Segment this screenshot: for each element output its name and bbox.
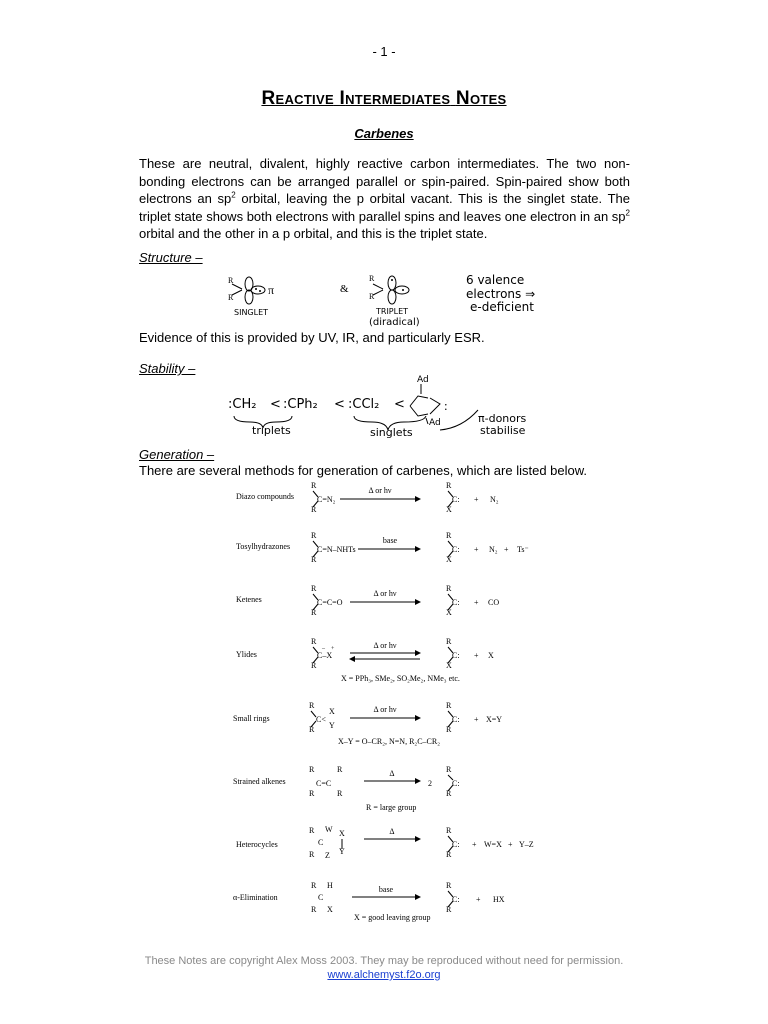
amp-symbol: &	[340, 283, 349, 295]
svg-text:R: R	[311, 555, 317, 564]
valence-note-2: electrons ⇒	[466, 287, 536, 301]
svg-text:R: R	[311, 505, 317, 514]
svg-text:+: +	[331, 646, 335, 652]
method-row-heterocycles	[236, 825, 534, 860]
method-name: α-Elimination	[233, 893, 278, 902]
method-row-diazo	[236, 481, 499, 514]
byproduct: X	[488, 651, 494, 660]
svg-text:Y: Y	[339, 847, 345, 856]
intro-text-1: These are neutral, divalent, highly reactive carbon intermediates. The two non-bonding electrons can be arranged parallel or spin-paired. Spin-paired show both electrons an sp	[139, 156, 630, 207]
stability-figure	[0, 368, 768, 440]
method-note: X = good leaving group	[354, 913, 431, 922]
stab-lt-3: <	[394, 397, 405, 412]
svg-text:W: W	[325, 825, 333, 834]
svg-text:+: +	[474, 715, 479, 724]
svg-text:R: R	[228, 293, 234, 302]
svg-text:X: X	[339, 829, 345, 838]
intro-text-3: orbital and the other in a p orbital, and this is the triplet state.	[139, 226, 488, 242]
svg-text:R: R	[228, 276, 234, 285]
reactant: C–X	[317, 651, 333, 660]
svg-text:R: R	[446, 905, 452, 914]
stab-cph2: :CPh₂	[283, 397, 318, 412]
method-name: Strained alkenes	[233, 777, 286, 786]
website-link[interactable]	[0, 969, 768, 981]
byproduct: N₂	[490, 495, 499, 504]
svg-text:+: +	[508, 840, 513, 849]
valence-note-1: 6 valence	[466, 273, 525, 287]
svg-text:R: R	[309, 789, 315, 798]
svg-text:X: X	[446, 505, 452, 514]
title-word-1: eactive	[275, 88, 334, 109]
svg-text:R: R	[369, 274, 375, 283]
svg-text::: :	[444, 398, 448, 413]
svg-text:X: X	[327, 905, 333, 914]
svg-text:R: R	[446, 481, 452, 490]
stab-lt-1: <	[270, 397, 281, 412]
svg-text:R: R	[446, 850, 452, 859]
svg-text:H: H	[327, 881, 333, 890]
structure-figure	[0, 262, 768, 332]
method-name: Tosylhydrazones	[236, 542, 291, 551]
generation-intro: There are several methods for generation of carbenes, which are listed below.	[139, 463, 588, 478]
title-initial-1: R	[261, 88, 276, 109]
svg-text:R: R	[309, 725, 315, 734]
structure-heading: Structure –	[139, 250, 203, 265]
byproduct-2: Y–Z	[519, 840, 534, 849]
svg-text:+: +	[474, 598, 479, 607]
svg-text:R: R	[311, 584, 317, 593]
byproduct: HX	[493, 895, 505, 904]
product-carbene: C:	[452, 598, 460, 607]
method-note: X–Y = O–CR₂, N=N, R₂C–CR₂	[338, 737, 440, 746]
generation-heading: Generation –	[139, 447, 215, 462]
reactant: C<	[316, 715, 326, 724]
svg-text:Y: Y	[329, 721, 335, 730]
page-number: - 1 -	[372, 44, 396, 59]
method-row-small-rings	[233, 701, 502, 746]
generation-scheme	[0, 478, 768, 928]
svg-text:R: R	[309, 765, 315, 774]
arrow-condition: Δ or hν	[373, 641, 397, 650]
product-carbene: C:	[452, 715, 460, 724]
product-carbene: C:	[452, 651, 460, 660]
valence-note-3: e-deficient	[470, 300, 534, 314]
method-name: Diazo compounds	[236, 492, 294, 501]
stab-ad-top: Ad	[417, 375, 429, 385]
method-name: Ketenes	[236, 595, 262, 604]
svg-text:X: X	[446, 608, 452, 617]
reactant: C=N₂	[317, 495, 336, 504]
svg-text:R: R	[446, 584, 452, 593]
svg-text:X: X	[446, 555, 452, 564]
arrow-condition: Δ or hν	[368, 486, 392, 495]
title-word-2: ntermediates	[345, 88, 451, 109]
svg-text:R: R	[337, 789, 343, 798]
reactant: C=C=O	[317, 598, 343, 607]
svg-text:+: +	[476, 895, 481, 904]
diradical-label: (diradical)	[369, 317, 420, 328]
section-title: Carbenes	[354, 126, 414, 141]
method-name: Ylides	[236, 650, 257, 659]
reactant: C=N–NHTs	[317, 545, 356, 554]
coefficient: 2	[428, 779, 432, 788]
byproduct-2: Ts⁻	[517, 545, 529, 554]
svg-text:R: R	[337, 765, 343, 774]
evidence-text: Evidence of this is provided by UV, IR, and particularly ESR.	[139, 330, 485, 345]
arrow-condition: Δ	[389, 769, 395, 778]
svg-text:R: R	[446, 701, 452, 710]
svg-text:Z: Z	[325, 851, 330, 860]
svg-text:R: R	[446, 765, 452, 774]
svg-text:R: R	[446, 789, 452, 798]
svg-text:+: +	[474, 495, 479, 504]
svg-text:R: R	[446, 826, 452, 835]
intro-text-2: orbital, leaving the p orbital vacant. This is the singlet state. The triplet state shows both electrons with parallel spins and leaves one electron in an sp	[139, 191, 630, 224]
svg-text:R: R	[446, 881, 452, 890]
svg-text:R: R	[311, 661, 317, 670]
intro-sup-1: 2	[231, 190, 236, 200]
stab-lt-2: <	[334, 397, 345, 412]
copyright-notice: These Notes are copyright Alex Moss 2003. They may be reproduced without need for permission.	[144, 955, 624, 967]
stability-heading: Stability –	[139, 361, 196, 376]
pi-label: π	[268, 283, 275, 297]
page-title	[0, 88, 768, 110]
arrow-condition: Δ or hν	[373, 589, 397, 598]
reactant: C	[318, 893, 324, 902]
product-carbene: C:	[452, 545, 460, 554]
svg-text:R: R	[311, 637, 317, 646]
svg-text:R: R	[311, 481, 317, 490]
product-carbene: C:	[452, 495, 460, 504]
svg-text:R: R	[311, 608, 317, 617]
svg-text:+: +	[472, 840, 477, 849]
stab-ch2: :CH₂	[228, 397, 257, 412]
svg-text:X: X	[446, 661, 452, 670]
method-row-tosylhydrazones	[236, 531, 529, 564]
method-row-ylides	[236, 637, 494, 683]
byproduct: W=X	[484, 840, 502, 849]
intro-sup-2: 2	[625, 208, 630, 218]
method-note: X = PPh₃, SMe₂, SO₂Me₂, NMe₃ etc.	[341, 674, 460, 683]
product-carbene: C:	[452, 895, 460, 904]
reactant: C	[318, 838, 324, 847]
product-carbene: C:	[452, 779, 460, 788]
svg-text:R: R	[309, 850, 315, 859]
svg-text:R: R	[446, 531, 452, 540]
byproduct: CO	[488, 598, 500, 607]
svg-text:X: X	[329, 707, 335, 716]
stab-ccl2: :CCl₂	[348, 397, 380, 412]
title-initial-2: I	[339, 88, 346, 109]
method-row-ketenes	[236, 584, 499, 617]
stabilise-label: stabilise	[480, 424, 526, 437]
svg-text:R: R	[446, 637, 452, 646]
svg-text:R: R	[309, 826, 315, 835]
svg-text:R: R	[311, 905, 317, 914]
byproduct: X=Y	[486, 715, 503, 724]
intro-paragraph	[139, 155, 630, 243]
method-note: R = large group	[366, 803, 417, 812]
svg-text:–: –	[322, 646, 325, 652]
arrow-condition: Δ or hν	[373, 705, 397, 714]
svg-text:+: +	[474, 651, 479, 660]
svg-text:R: R	[446, 725, 452, 734]
arrow-condition: base	[378, 885, 394, 894]
svg-text:R: R	[311, 881, 317, 890]
arrow-condition: Δ	[389, 827, 395, 836]
svg-text:R: R	[309, 701, 315, 710]
title-initial-3: N	[455, 88, 470, 109]
svg-text:+: +	[504, 545, 509, 554]
stab-ad-bottom: Ad	[429, 418, 441, 428]
product-carbene: C:	[452, 840, 460, 849]
singlets-label: singlets	[370, 426, 413, 439]
singlet-label: SINGLET	[234, 308, 269, 317]
title-word-3: otes	[469, 88, 507, 109]
svg-text:R: R	[369, 292, 375, 301]
svg-text:R: R	[311, 531, 317, 540]
pi-donors-label: π-donors	[478, 412, 527, 425]
triplet-label: TRIPLET	[376, 307, 409, 316]
byproduct: N₂	[489, 545, 498, 554]
triplets-label: triplets	[252, 424, 291, 437]
svg-text:+: +	[474, 545, 479, 554]
website-link-text[interactable]: www.alchemyst.f2o.org	[327, 969, 441, 981]
method-name: Heterocycles	[236, 840, 278, 849]
method-row-strained-alkenes	[233, 765, 460, 812]
arrow-condition: base	[382, 536, 398, 545]
method-row-alpha-elimination	[233, 881, 505, 922]
method-name: Small rings	[233, 714, 270, 723]
reactant: C=C	[316, 779, 332, 788]
